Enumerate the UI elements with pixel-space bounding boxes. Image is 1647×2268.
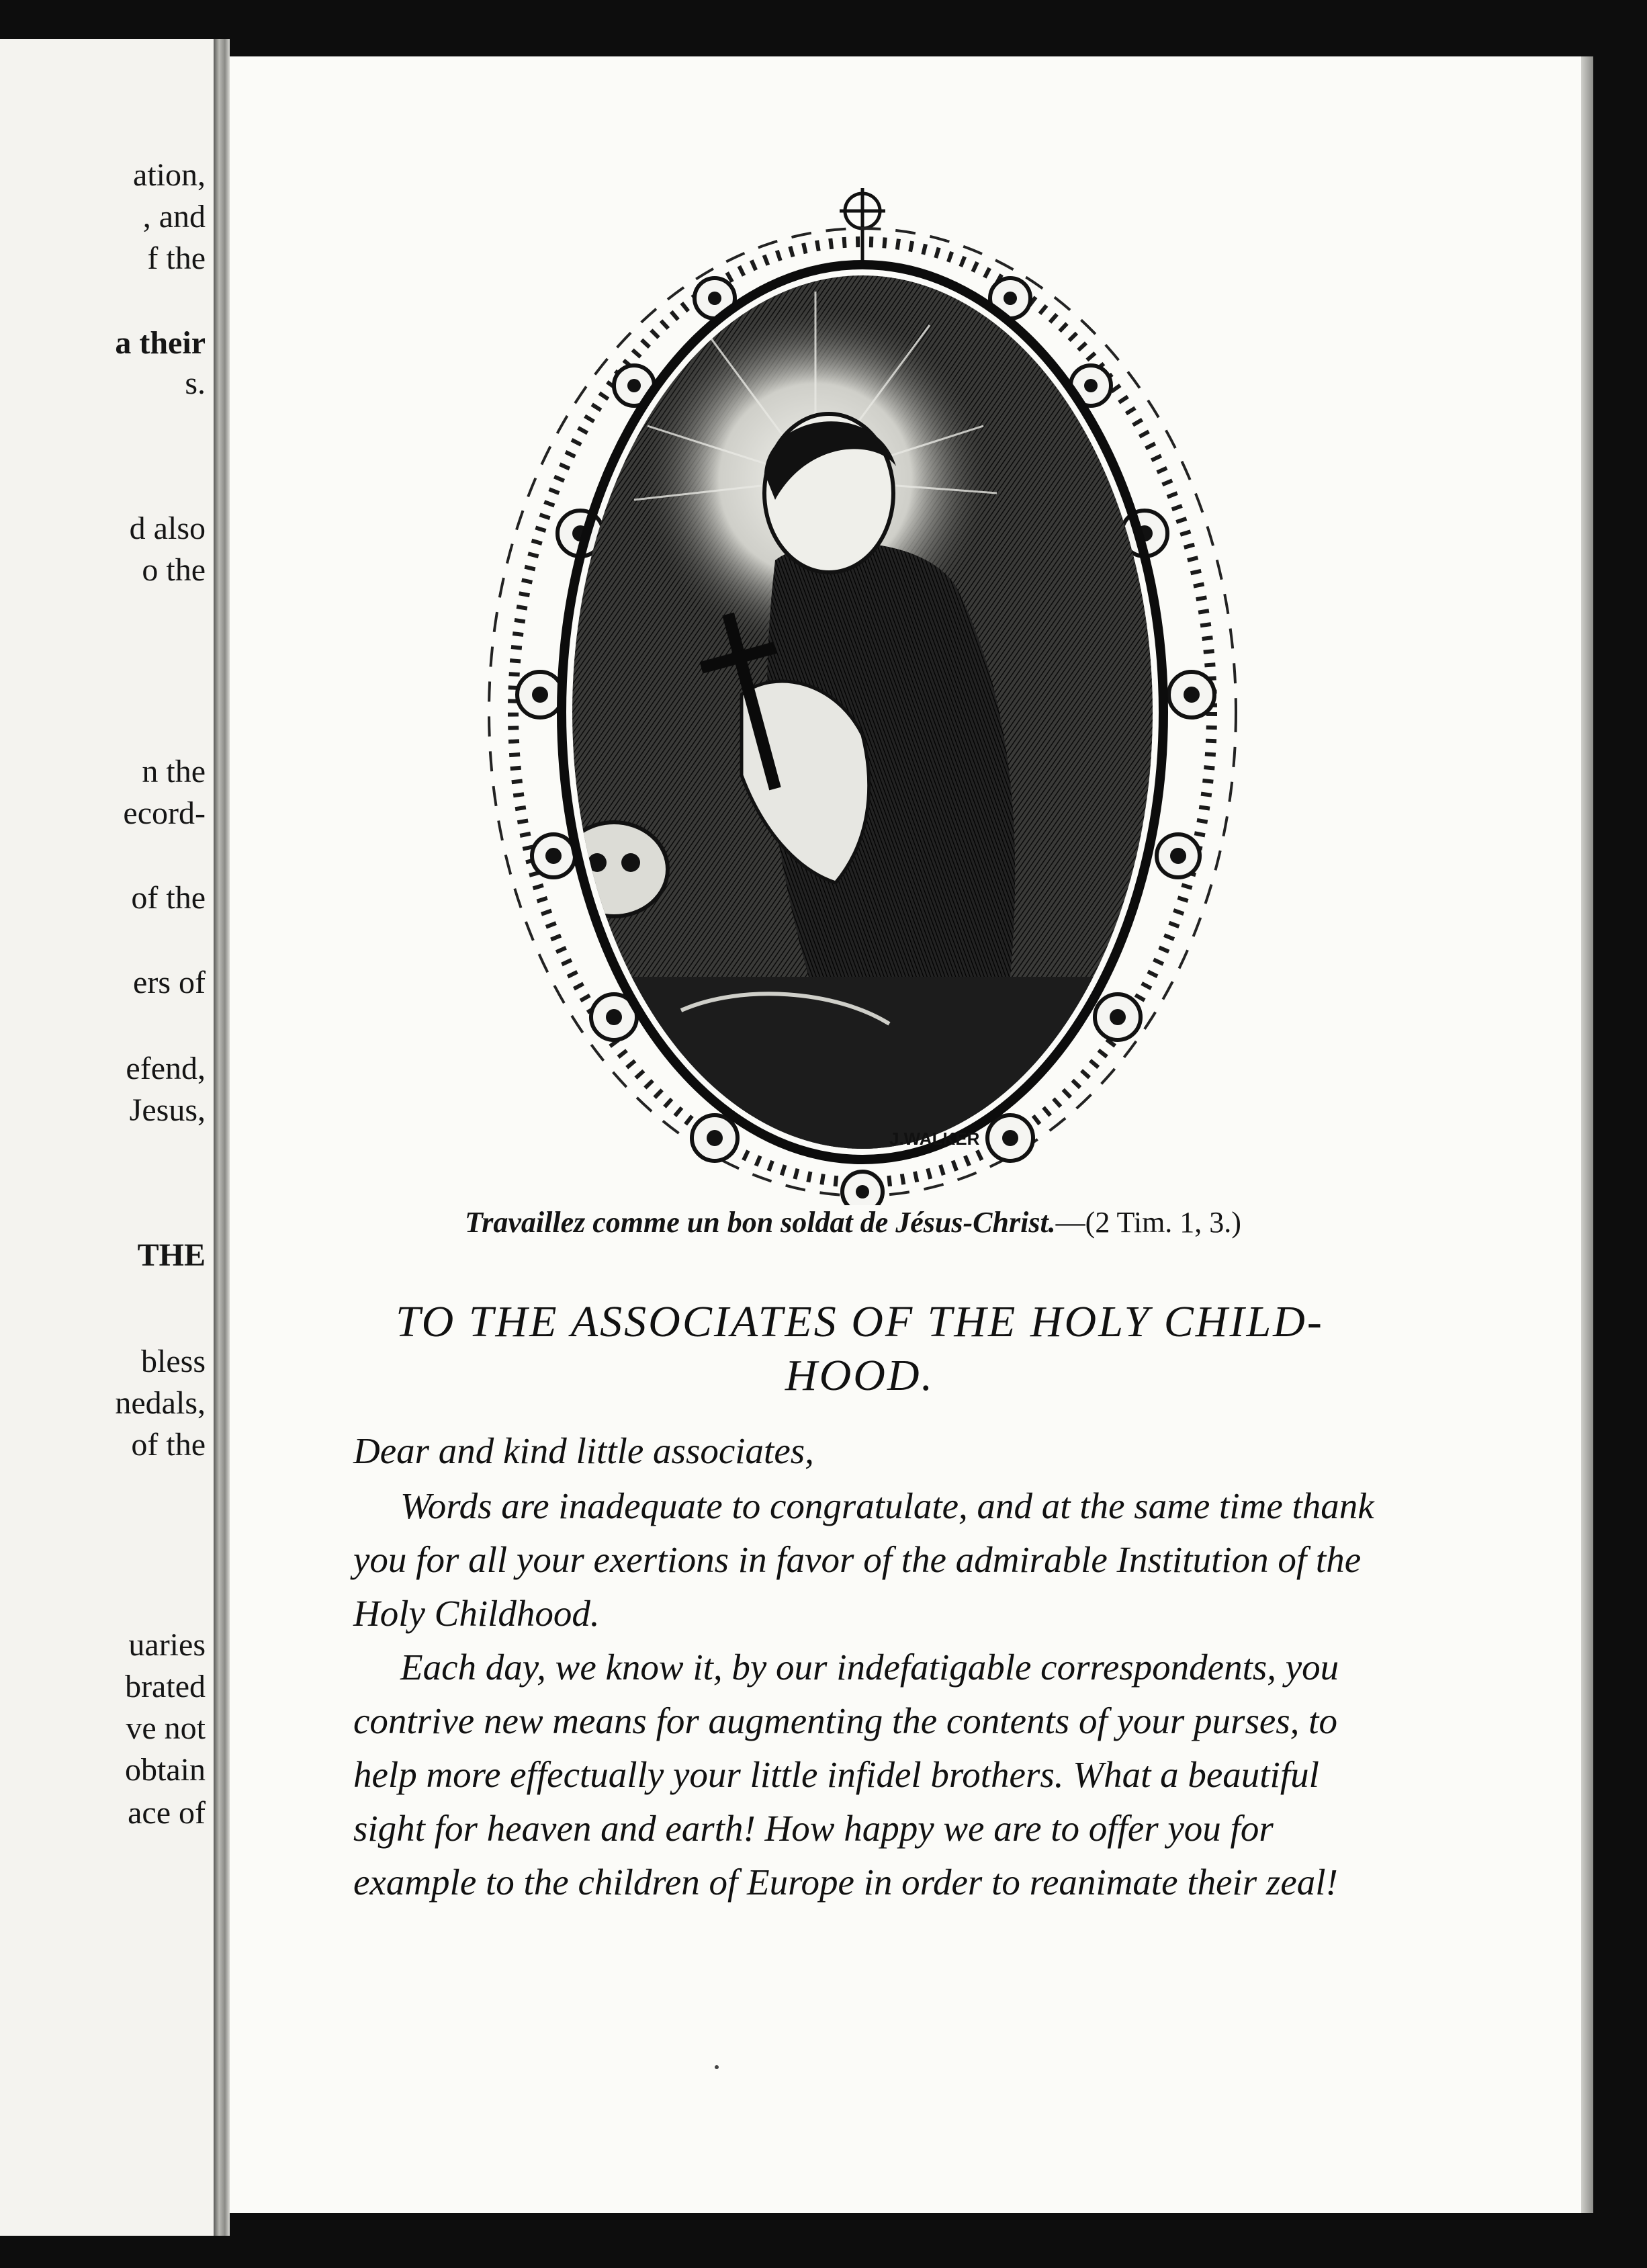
left-page-text-fragment: ation, — [133, 157, 206, 193]
left-page-text-fragment: uaries — [128, 1627, 206, 1663]
left-page-text-fragment: s. — [185, 365, 206, 401]
left-page-text-fragment: THE — [137, 1237, 206, 1273]
ink-speck — [715, 2065, 719, 2069]
left-page-text-fragment: f the — [147, 241, 206, 276]
left-page-text-fragment: ers of — [133, 965, 206, 1000]
left-page-text-fragment: ve not — [126, 1710, 206, 1746]
left-page-text-fragment: o the — [142, 552, 206, 588]
letter-body — [353, 1424, 1388, 1909]
left-page-text-fragment: of the — [131, 1427, 206, 1463]
left-page-text-fragment: , and — [142, 199, 206, 234]
left-page-text-fragment: nedals, — [115, 1385, 206, 1421]
letter-heading — [356, 1295, 1364, 1403]
left-page-text-fragment: obtain — [125, 1752, 206, 1788]
letter-salutation: Dear and kind little associates, — [353, 1430, 814, 1471]
cross-ornament — [840, 188, 885, 262]
heading-line-2: HOOD. — [785, 1351, 935, 1400]
left-page-text-fragment: Jesus, — [129, 1092, 206, 1128]
left-page-text-fragment: n the — [142, 754, 206, 789]
caption-quote: Travaillez comme un bon soldat de Jésus-Christ. — [465, 1206, 1056, 1239]
left-page-text-fragment: bless — [141, 1344, 206, 1379]
left-page-text-fragment: efend, — [126, 1051, 206, 1086]
left-page-text-fragment: d also — [129, 511, 206, 546]
left-page-text-fragment: ecord- — [123, 795, 206, 831]
saint-engraving — [459, 184, 1265, 1205]
left-page-text-fragment: ace of — [128, 1795, 206, 1831]
letter-paragraph-1: Words are inadequate to congratulate, and at the same time thank you for all your exertions in favor of the admirable Institution of the Holy Childhood. — [353, 1485, 1374, 1634]
left-page-text-fragment: a their — [115, 325, 206, 361]
caption-reference: —(2 Tim. 1, 3.) — [1055, 1206, 1241, 1239]
heading-line-1: TO THE ASSOCIATES OF THE HOLY CHILD- — [396, 1297, 1324, 1346]
left-page-text-fragment: brated — [125, 1669, 206, 1704]
page-edge — [1581, 56, 1593, 2213]
left-page-text-fragment: of the — [131, 880, 206, 916]
engraver-signature: J.WALKER — [889, 1129, 980, 1149]
book-gutter — [214, 39, 230, 2236]
left-page-fragment — [0, 39, 215, 2236]
engraving-caption — [349, 1203, 1357, 1243]
letter-paragraph-2: Each day, we know it, by our indefatigable correspondents, you contrive new means for augmenting the contents of your purses, to help more effectually your little infidel brothers. What a beautiful sight for heaven and earth! How happy we are to offer you for example to the children of Europe in order to reanimate their zeal! — [353, 1647, 1339, 1903]
